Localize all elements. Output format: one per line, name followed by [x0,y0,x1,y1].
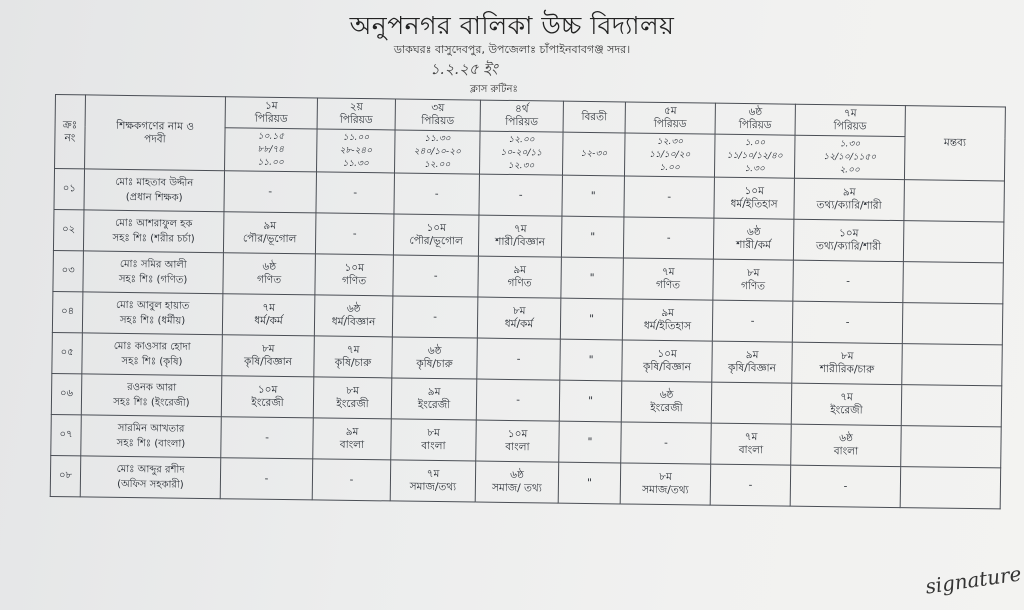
routine-cell [222,294,315,336]
teacher-name-cell [82,333,223,376]
routine-cell [477,338,561,380]
subject-name: পৌর/ভূগোল [242,232,297,246]
serial-number: ০৭ [51,414,82,455]
routine-cell [479,174,563,216]
class-name [901,487,1000,488]
class-name: ৯ম [661,306,675,320]
routine-cell [561,257,624,299]
routine-cell [562,175,625,217]
school-address: ডাকঘরঃ বাসুদেবপুর, উপজেলাঃ চাঁপাইনবাবগঞ্জ সদর। [393,43,631,56]
class-name [904,241,1003,242]
class-name: ৭ম [346,343,360,357]
routine-cell [476,379,560,421]
routine-cell [223,212,316,254]
routine-cell [224,171,317,213]
class-name [903,364,1002,365]
class-name: - [518,188,523,201]
routine-cell [903,221,1004,263]
routine-cell [221,376,314,418]
class-name: " [590,230,596,243]
class-name [902,405,1001,406]
routine-cell [713,259,794,301]
header-period-2: ২য় পিরিয়ড [317,98,395,130]
class-name [904,282,1003,283]
subject-name: ধর্ম/কর্ম [504,317,534,331]
teacher-name: মোঃ সমির আলী [119,258,187,271]
class-name: " [586,476,592,489]
subject-name: ইংরেজী [336,397,369,411]
subject-name: গণিত [256,273,282,286]
class-name: - [748,478,753,491]
routine-cell [792,342,903,384]
class-name: ৯ম [427,385,441,399]
subject-name: বাংলা [339,438,365,452]
class-name: ৯ম [263,219,277,232]
routine-cell [560,298,623,340]
class-name: ৯ম [513,264,527,277]
routine-cell [713,218,794,260]
subject-name: কৃষি/বিজ্ঞান [642,360,691,374]
routine-cell [903,262,1004,304]
class-name: - [666,231,671,244]
routine-cell [711,382,792,424]
teacher-name-cell [83,210,224,253]
class-routine-table [50,94,1006,509]
subject-name: পৌর/ভূগোল [409,234,463,248]
class-name: ১০ম [344,261,365,275]
class-name: " [589,271,595,284]
header-period-6: ৬ষ্ঠ পিরিয়ড [715,103,795,135]
class-name: ৮ম [261,342,275,355]
teacher-name-cell [84,169,225,212]
subject-name: ধর্ম/ইতিহাস [643,319,692,333]
class-name: ৭ম [262,301,276,314]
class-name [903,323,1002,324]
class-name: ৬ষ্ঠ [510,468,524,482]
subject-name: সমাজ/তথ্য [409,480,457,494]
teacher-name-cell [81,415,222,458]
teacher-designation: সহঃ শিঃ (ধর্মীয়) [119,314,186,327]
routine-cell [791,424,902,466]
routine-cell [902,303,1003,345]
time-period-3: ১১.৩০ ২৪০/১০-২০ ১২.০০ [394,130,480,174]
serial-number: ০১ [54,169,85,210]
time-period-7: ১.৩০ ১২/১০/১১৫০ ২.০০ [794,135,905,179]
routine-cell [559,380,622,422]
routine-cell [221,417,314,459]
header-teacher: শিক্ষকগণের নাম ও পদবী [85,95,226,171]
class-name: ৯ম [745,349,759,362]
class-name: ১০ম [426,221,447,235]
class-name: - [433,269,438,282]
class-name: - [265,431,269,444]
routine-date: ১.২.২৫ ইং [430,60,498,78]
routine-cell [711,423,792,465]
time-period-6: ১.০০ ১১/১০/১২/৪০ ১.৩০ [714,134,795,178]
teacher-designation: সহঃ শিঃ (গণিত) [118,273,188,286]
class-name: ৬ষ্ঠ [346,302,361,316]
routine-cell [621,422,712,464]
header-period-7: ৭ম পিরিয়ড [795,104,905,136]
subject-name: কৃষি/চারু [416,357,453,371]
routine-cell [220,458,313,500]
routine-cell [622,340,713,382]
teacher-designation: সহঃ শিঃ (শরীর চর্চা) [112,232,195,245]
time-period-5: ১২.৩০ ১১/১০/২০ ১.০০ [624,133,715,177]
routine-cell [793,260,904,302]
teacher-name: সারমিন আখতার [117,422,185,435]
routine-cell [621,381,712,423]
routine-cell [904,180,1005,222]
routine-cell [313,418,392,460]
routine-cell [714,177,795,219]
subject-name: শারী/বিজ্ঞান [495,235,546,249]
teacher-designation: সহঃ শিঃ (বাংলা) [116,437,186,450]
teacher-name-cell [81,374,222,417]
routine-cell [558,462,621,504]
teacher-name: মোঃ কাওসার হোদা [113,340,191,353]
routine-cell [561,216,624,258]
class-name: - [264,472,269,485]
signature: signature [923,561,1023,599]
routine-cell [792,301,903,343]
routine-cell [391,419,477,461]
routine-cell [393,214,479,256]
routine-cell [710,464,791,506]
subject-name: বাংলা [421,439,446,453]
routine-cell [791,383,902,425]
teacher-name-cell [80,456,221,499]
routine-cell [312,459,391,501]
class-name: - [353,186,358,199]
class-name: - [433,310,438,323]
class-name: - [846,274,851,287]
header-serial: ক্রঃ নং [55,95,86,169]
routine-cell [794,178,905,220]
class-name: " [587,435,593,448]
class-name: - [434,187,439,200]
routine-cell [315,254,394,296]
class-name: ৮ম [346,384,360,398]
routine-cell [391,378,477,420]
subject-name: ইংরেজী [417,398,451,412]
routine-cell [478,256,562,298]
serial-number: ০৬ [51,373,82,414]
class-name: ৮ম [659,470,672,484]
subject-name: কৃষি/বিজ্ঞান [243,355,293,369]
subject-name: গণিত [740,279,766,293]
class-name: ৬ষ্ঠ [839,432,853,445]
time-period-4: ১২.০০ ১০-২০/১১ ১২.৩০ [479,131,563,175]
class-name: ১০ম [744,185,765,198]
routine-cell [793,219,904,261]
class-name: ৬ষ্ঠ [262,260,277,273]
subject-name: ইংরেজী [830,404,863,417]
teacher-name: মোঃ আব্দুর রশীদ [116,463,185,476]
routine-cell [476,420,560,462]
routine-cell [478,215,562,257]
routine-cell [790,465,901,507]
routine-cell [901,426,1002,468]
teacher-name: মোঃ মাহতাব উদ্দীন [115,176,194,189]
class-name [901,446,1000,447]
routine-cell [900,467,1001,509]
header-period-3: ৩য় পিরিয়ড [395,99,480,131]
class-name: ৮ম [840,350,854,363]
class-name: ৮ম [746,267,760,280]
serial-number: ০৩ [53,250,84,291]
class-name: ৯ম [842,186,856,199]
subject-name: শারীরিক/চারু [819,363,875,376]
subject-name: কৃষি/চারু [334,356,372,370]
subject-name: গণিত [341,274,367,288]
routine-cell [313,377,392,419]
routine-cell [314,336,393,378]
class-name: - [349,473,354,486]
routine-cell [314,295,393,337]
routine-cell [475,461,559,503]
school-name: অনুপনগর বালিকা উচ্চ বিদ্যালয় [349,11,675,40]
teacher-name-cell [82,292,223,335]
header-break: বিরতী [563,101,625,133]
class-name: - [664,436,668,449]
routine-cell [624,176,715,218]
class-name: " [588,353,594,366]
teacher-name: মোঃ আশরাফুল হক [115,217,193,230]
routine-cell [477,297,561,339]
serial-number: ০৫ [52,332,83,373]
subject-name: সমাজ/তথ্য [642,483,689,497]
class-name: ৬ষ্ঠ [427,344,442,358]
routine-cell [559,421,622,463]
subject-name: বাংলা [833,445,859,458]
subject-name: কৃষি/বিজ্ঞান [727,361,776,375]
teacher-designation: সহঃ শিঃ (কৃষি) [121,355,183,368]
routine-cell [901,385,1002,427]
subject-name: গণিত [655,278,681,292]
teacher-designation: সহঃ শিঃ (ইংরেজী) [113,396,190,409]
subject-name: ধর্ম/ইতিহাস [730,197,778,211]
class-name: ৬ষ্ঠ [659,388,674,402]
routine-cell [390,460,476,502]
serial-number: ০৪ [52,291,83,332]
class-name: " [590,189,596,202]
routine-cell [623,217,714,259]
routine-cell [712,341,793,383]
teacher-designation: (অফিস সহকারী) [117,478,184,491]
class-name: - [667,190,672,203]
routine-cell [316,172,395,214]
teacher-name-cell [83,251,224,294]
subject-name: তথ্য/ক্যারি/শারী [816,198,882,212]
routine-cell [620,463,711,505]
header-period-4: ৪র্থ পিরিয়ড [480,100,563,132]
subject-name: তথ্য/ক্যারি/শারী [815,239,882,253]
routine-cell [392,296,478,338]
teacher-name: রওনক আরা [127,381,177,394]
class-name: - [845,315,850,328]
class-name: " [588,394,594,407]
class-name: ৮ম [427,426,441,440]
class-name [905,200,1004,201]
class-name: - [268,185,273,198]
teacher-designation: (প্রধান শিক্ষক) [125,191,183,204]
class-name: ৯ম [345,425,359,439]
class-name: ৮ম [512,305,526,318]
class-name: - [750,314,755,327]
teacher-name: মোঃ আবুল হায়াত [115,299,190,312]
header-period-5: ৫ম পিরিয়ড [625,102,715,134]
class-name: " [589,312,595,325]
subject-name: ইংরেজী [650,401,683,415]
class-name: - [516,393,521,406]
routine-caption: ক্লাস রুটিনঃ [470,84,518,95]
class-name: ৬ষ্ঠ [746,226,761,239]
serial-number: ০৮ [50,455,81,496]
class-name: ১০ম [257,383,278,396]
time-break: ১২-৩০ [562,132,625,176]
routine-cell [222,335,315,377]
routine-cell [622,299,713,341]
subject-name: বাংলা [738,443,764,457]
routine-cell [623,258,714,300]
routine-cell [560,339,623,381]
routine-cell [394,173,480,215]
subject-name: সমাজ/ তথ্য [491,481,542,495]
class-name: ৭ম [426,467,440,481]
time-period-1: ১০.১৫ ৮৮/৭৪ ১১.০০ [225,128,318,172]
routine-cell [315,213,394,255]
routine-cell [902,344,1003,386]
subject-name: শারী/কর্ম [736,238,772,252]
class-name: ৭ম [513,223,527,236]
subject-name: ইংরেজী [251,396,284,410]
header-remarks: মন্তব্য [904,106,1005,181]
routine-cell [393,255,479,297]
class-name: ১০ম [838,227,859,240]
subject-name: ধর্ম/কর্ম [254,314,283,328]
class-name: - [843,479,848,492]
class-name [712,403,791,404]
subject-name: ধর্ম/বিজ্ঞান [331,315,376,329]
routine-cell [223,253,316,295]
time-period-2: ১১.০০ ২৮-২৪০ ১১.৩০ [317,129,396,173]
routine-cell [392,337,478,379]
class-name: ১০ম [507,427,528,441]
class-name: ৭ম [744,431,758,444]
subject-name: বাংলা [505,440,530,454]
serial-number: ০২ [53,209,84,250]
class-name: ৭ম [661,265,675,279]
routine-cell [712,300,793,342]
class-name: - [516,352,521,365]
subject-name: গণিত [507,276,532,290]
header-period-1: ১ম পিরিয়ড [225,97,317,129]
class-name: ১০ম [657,347,677,361]
class-name: ৭ম [840,391,854,404]
class-name: - [352,227,357,240]
